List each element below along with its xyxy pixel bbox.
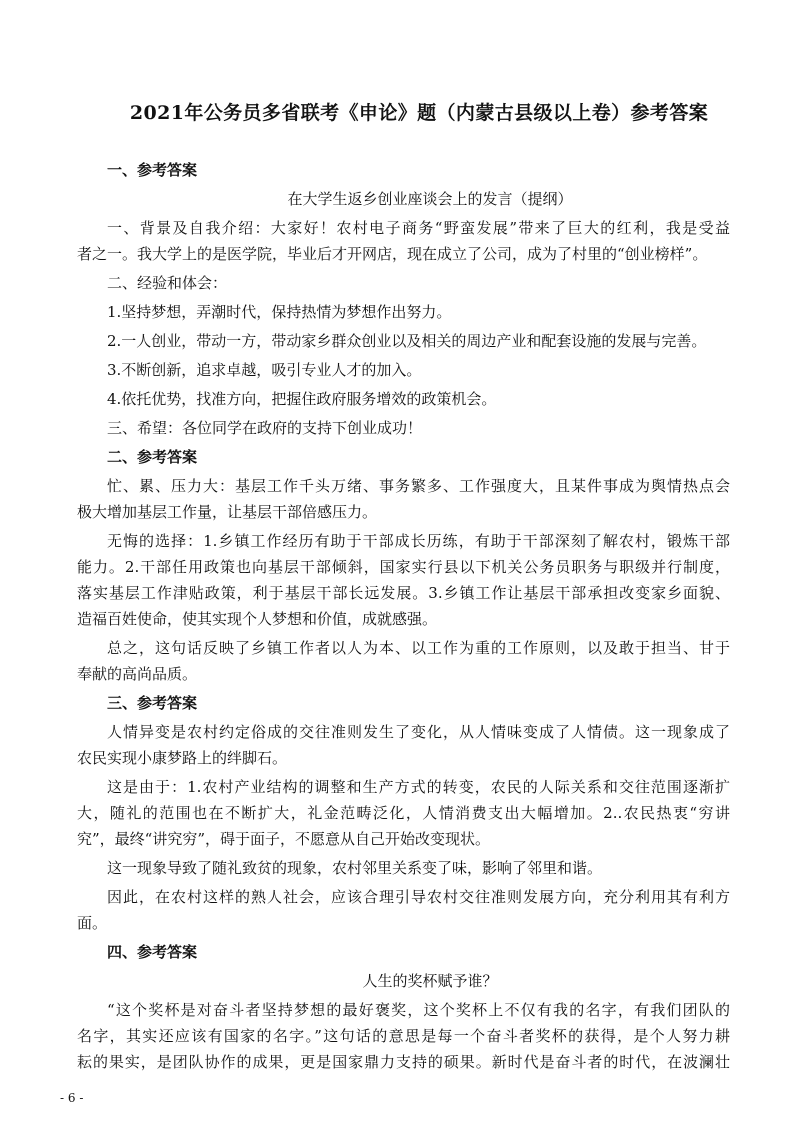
essay-title: 人生的奖杯赋予谁？: [362, 972, 498, 990]
paragraph-line: 二、经验和体会：: [107, 274, 228, 292]
paragraph: [77, 884, 730, 936]
answer-section: [77, 444, 730, 687]
paragraph-line: 落实基层工作津贴政策，利于基层干部长远发展。3.乡镇工作让基层干部承担改变家乡面貌、: [77, 584, 730, 602]
paragraph: [77, 855, 730, 881]
document-title: 2021年公务员多省联考《申论》题（内蒙古县级以上卷）参考答案: [129, 102, 709, 124]
section-heading: 一、参考答案: [107, 161, 198, 179]
paragraph: [77, 997, 730, 1075]
paragraph-line: 大，随礼的范围也在不断扩大，礼金范畴泛化，人情消费支出大幅增加。2..农民热衷“穷讲: [77, 804, 730, 822]
paragraph-line: 这是由于：1.农村产业结构的调整和生产方式的转变，农民的人际关系和交往范围逐渐扩: [107, 778, 730, 796]
paragraph: [77, 415, 730, 441]
paragraph-line: 忙、累、压力大：基层工作千头万绪、事务繁多、工作强度大，且某件事成为舆情热点会: [107, 477, 730, 495]
paragraph-line: 耘的果实，是团队协作的成果，更是国家鼎力支持的硕果。新时代是奋斗者的时代，在波澜壮: [77, 1053, 730, 1071]
paragraph-line: 能力。2.干部任用政策也向基层干部倾斜，国家实行县以下机关公务员职务与职级并行制度，: [77, 558, 730, 576]
paragraph-line: 无悔的选择：1.乡镇工作经历有助于干部成长历练，有助于干部深刻了解农村，锻炼干部: [107, 532, 730, 550]
paragraph-line: 奉献的高尚品质。: [77, 665, 198, 683]
paragraph: [77, 774, 730, 852]
answer-section: [77, 939, 730, 1075]
paragraph-line: 面。: [77, 914, 108, 932]
paragraph-line: 3.不断创新，追求卓越，吸引专业人才的加入。: [107, 361, 422, 379]
section-heading: 四、参考答案: [107, 943, 198, 961]
paragraph: [77, 635, 730, 687]
paragraph: [77, 528, 730, 632]
paragraph-line: 农民实现小康梦路上的绊脚石。: [77, 749, 288, 767]
paragraph-line: 三、希望：各位同学在政府的支持下创业成功！: [107, 419, 423, 437]
paragraph: [77, 357, 730, 383]
paragraph-line: 2.一人创业，带动一方，带动家乡群众创业以及相关的周边产业和配套设施的发展与完善。: [107, 332, 707, 350]
paragraph-line: 者之一。我大学上的是医学院，毕业后才开网店，现在成立了公司，成为了村里的“创业榜样”。: [77, 245, 708, 263]
paragraph-line: 4.依托优势，找准方向，把握住政府服务增效的政策机会。: [107, 390, 497, 408]
paragraph: [77, 719, 730, 771]
answer-section: [77, 157, 730, 441]
paragraph-line: 人情异变是农村约定俗成的交往准则发生了变化，从人情味变成了人情债。这一现象成了: [107, 723, 730, 741]
section-heading: 三、参考答案: [107, 694, 198, 712]
paragraph-line: 一、背景及自我介绍：大家好！农村电子商务“野蛮发展”带来了巨大的红利，我是受益: [107, 219, 730, 237]
paragraph-line: 总之，这句话反映了乡镇工作者以人为本、以工作为重的工作原则，以及敢于担当、甘于: [107, 639, 730, 657]
paragraph-line: 1.坚持梦想，弄潮时代，保持热情为梦想作出努力。: [107, 303, 452, 321]
answer-section: [77, 690, 730, 936]
paragraph-line: 极大增加基层工作量，让基层干部倍感压力。: [77, 503, 378, 521]
paragraph: [77, 270, 730, 296]
paragraph: [77, 386, 730, 412]
paragraph-line: “这个奖杯是对奋斗者坚持梦想的最好褒奖，这个奖杯上不仅有我的名字，有我们团队的: [107, 1001, 730, 1019]
document-body: [77, 157, 730, 1075]
paragraph: [77, 328, 730, 354]
paragraph-line: 名字，其实还应该有国家的名字。”这句话的意思是每一个奋斗者奖杯的获得，是个人努力耕: [77, 1027, 730, 1045]
page-number: - 6 -: [60, 1091, 84, 1105]
paragraph-line: 究”，最终“讲究穷”，碍于面子，不愿意从自己开始改变现状。: [77, 830, 491, 848]
paragraph: [77, 215, 730, 267]
paragraph-line: 造福百姓使命，使其实现个人梦想和价值，成就感强。: [77, 610, 438, 628]
paragraph-line: 这一现象导致了随礼致贫的现象，农村邻里关系变了味，影响了邻里和谐。: [107, 859, 603, 877]
paragraph-line: 因此，在农村这样的熟人社会，应该合理引导农村交往准则发展方向，充分利用其有利方: [107, 888, 730, 906]
paragraph: [77, 299, 730, 325]
section-heading: 二、参考答案: [107, 448, 198, 466]
essay-title: 在大学生返乡创业座谈会上的发言（提纲）: [287, 190, 573, 208]
paragraph: [77, 473, 730, 525]
